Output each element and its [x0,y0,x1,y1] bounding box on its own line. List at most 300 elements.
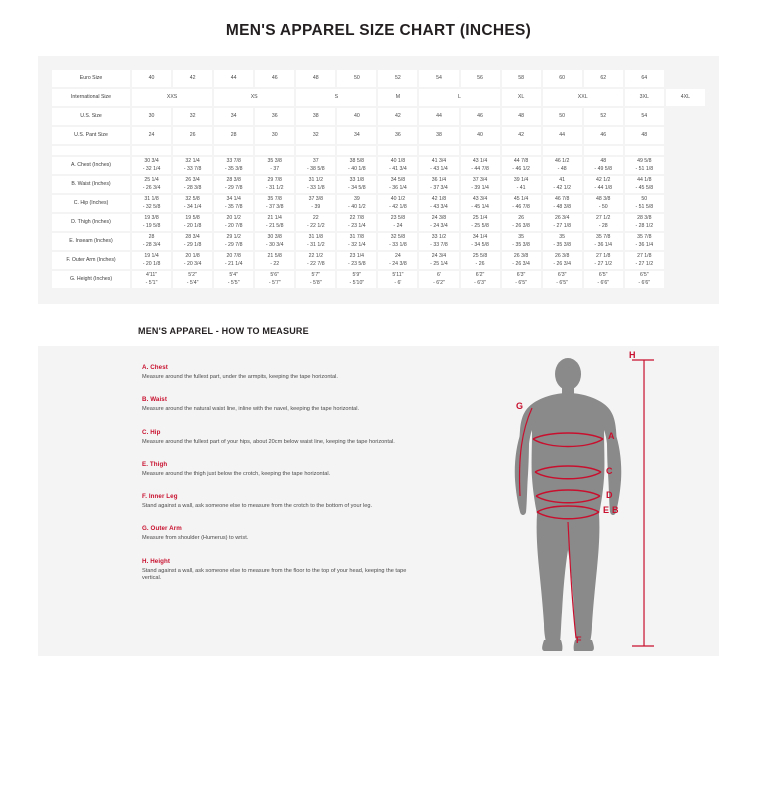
cell-min: 20 1/2 [226,215,241,222]
measure-item-body: Stand against a wall, ask someone else to measure from the crotch to the bottom of your leg. [142,503,373,510]
page-title: MEN'S APPAREL SIZE CHART (INCHES) [225,22,532,39]
cell-min: 35 7/8 [267,196,282,203]
cell-min: 5'9" [352,272,362,279]
cell [378,233,417,250]
cell [173,195,212,212]
cell-max: - 34 5/8 [471,241,489,248]
cell: 36 [255,108,294,125]
cell-max: - 25 5/8 [471,222,489,229]
cell-max: - 36 1/4 [635,241,654,248]
cell-min: 32 5/8 [185,196,200,203]
cell [543,157,582,174]
cell [543,252,582,269]
cell-min: 5'11" [392,272,404,279]
cell-min: 23 5/8 [390,215,406,222]
cell-max: - 43 1/4 [430,165,448,172]
cell: 58 [502,70,541,87]
cell-min: 26 3/8 [554,253,570,260]
cell-min: 35 [559,234,566,241]
measure-item-body: Measure around the fullest part of your hips, about 20cm below waist line, keeping the tape horizontal. [142,438,395,445]
spacer-cell [132,146,171,155]
cell: 34 [214,108,253,125]
cell-max: - 28 1/2 [635,222,654,229]
cell-max: - 31 1/2 [265,184,284,191]
measure-item-body: Measure around the thigh just below the crotch, keeping the tape horizontal. [142,470,331,477]
table-row-international-size [52,89,705,106]
cell-min: 32 1/4 [185,158,200,165]
cell-min: 20 1/8 [185,253,200,260]
cell-min: 5'4" [229,272,238,279]
cell-min: 19 1/4 [144,253,159,260]
cell [173,252,212,269]
cell [502,176,541,193]
cell: 42 [502,127,541,144]
row-label: Euro Size [52,70,130,87]
figure-label-C: C [605,466,613,476]
cell-min: 22 1/2 [308,253,323,260]
cell-max: - 29 7/8 [224,241,243,248]
table-row-hip [52,195,705,212]
cell [584,214,623,231]
cell-max: - 35 3/8 [512,241,530,248]
measure-item-inner-leg [142,493,423,510]
cell [296,214,335,231]
cell: 50 [337,70,376,87]
spacer-cell [173,146,212,155]
measure-item-heading: E. Thigh [142,460,168,468]
cell-max: - 21 5/8 [265,222,284,229]
cell-max: - 26 3/4 [512,260,530,267]
cell-max: - 26 3/4 [142,184,161,191]
cell [132,214,171,231]
spacer-cell [625,146,664,155]
cell-min: 28 [148,234,155,241]
table-row-outer-arm [52,252,705,269]
cell: 38 [296,108,335,125]
cell: 34 [337,127,376,144]
row-label: U.S. Pant Size [52,127,130,144]
spacer-cell [543,146,582,155]
cell-min: 50 [641,196,648,203]
cell-min: 41 3/4 [431,158,447,165]
cell-min: 35 7/8 [637,234,652,241]
cell [461,214,500,231]
cell [214,271,253,288]
figure-label-D: D [605,490,613,500]
cell-max: - 33 7/8 [183,165,202,172]
cell: 38 [419,127,458,144]
cell [296,157,335,174]
cell: XS [214,89,294,106]
cell-min: 39 [353,196,360,203]
figure-label-G: G [515,401,523,411]
measure-item-waist [142,396,423,413]
cell-max: - 29 7/8 [224,184,243,191]
cell [173,271,212,288]
row-label: C. Hip (Inches) [52,195,130,212]
cell-max: - 28 3/8 [183,184,202,191]
cell: XXL [543,89,623,106]
cell-max: - 33 1/8 [389,241,407,248]
table-row-us-size [52,108,705,125]
cell [378,214,417,231]
cell-max: - 49 5/8 [594,165,613,172]
spacer-cell [337,146,376,155]
cell-max: - 41 [516,184,526,191]
size-table-body [52,70,705,288]
cell [543,176,582,193]
cell-max: - 6'6" [638,279,651,286]
table-row-inseam [52,233,705,250]
cell: 40 [461,127,500,144]
cell: 24 [132,127,171,144]
spacer-cell [52,146,130,155]
cell-min: 32 5/8 [390,234,406,241]
figure-label-F: F [575,635,582,645]
cell-max: - 20 3/4 [183,260,202,267]
cell-min: 39 1/4 [513,177,529,184]
cell-max: - 44 1/8 [594,184,613,191]
measure-item-body: Measure around the natural waist line, inline with the navel, keeping the tape horizontal. [142,406,360,413]
cell [419,176,458,193]
cell-max: - 23 5/8 [348,260,366,267]
cell: L [419,89,499,106]
cell-max: - 5'8" [309,279,322,286]
measure-item-heading: C. Hip [142,428,161,436]
cell: 42 [173,70,212,87]
cell-max: - 35 7/8 [224,203,243,210]
cell-max: - 26 [475,260,485,267]
cell [132,271,171,288]
cell [625,157,664,174]
cell-max: - 22 [270,260,280,267]
cell-max: - 6'3" [474,279,486,286]
cell-max: - 45 5/8 [635,184,654,191]
cell-min: 44 7/8 [513,158,529,165]
cell: 60 [543,70,582,87]
cell-min: 48 [600,158,607,165]
cell [132,195,171,212]
cell-min: 20 7/8 [226,253,241,260]
cell [296,176,335,193]
cell [625,233,664,250]
cell-max: - 5'10" [349,279,365,286]
spacer-cell [502,146,541,155]
cell-max: - 6'5" [515,279,527,286]
cell-min: 30 3/8 [267,234,282,241]
cell-max: - 28 [598,222,608,229]
figure-label-A: A [607,431,615,441]
cell: 3XL [625,89,664,106]
cell-max: - 38 5/8 [306,165,325,172]
cell [337,157,376,174]
cell [337,214,376,231]
cell-max: - 5'5" [227,279,240,286]
cell-min: 6'2" [475,272,485,279]
cell [502,252,541,269]
row-label: U.S. Size [52,108,130,125]
cell-max: - 27 1/8 [553,222,571,229]
cell [625,195,664,212]
measure-item-thigh [142,461,423,478]
cell [419,252,458,269]
cell-min: 33 1/8 [349,177,365,184]
cell-max: - 19 5/8 [142,222,161,229]
cell-max: - 33 7/8 [430,241,448,248]
cell-min: 45 1/4 [513,196,529,203]
how-to-measure-heading: MEN'S APPAREL - HOW TO MEASURE [138,326,309,336]
cell [378,252,417,269]
cell: 48 [296,70,335,87]
cell-min: 6' [437,272,441,279]
measure-instructions-list [38,346,433,656]
cell [173,214,212,231]
cell-max: - 42 1/2 [553,184,571,191]
cell [543,271,582,288]
cell [214,233,253,250]
cell-max: - 40 1/2 [348,203,366,210]
cell [625,252,664,269]
table-row-waist [52,176,705,193]
spacer-cell [419,146,458,155]
cell [543,195,582,212]
cell-min: 26 3/8 [513,253,529,260]
cell-max: - 32 1/4 [348,241,366,248]
cell [584,195,623,212]
measure-item-heading: G. Outer Arm [142,525,182,533]
row-label: A. Chest (Inches) [52,157,130,174]
cell-min: 31 1/8 [144,196,159,203]
cell [419,195,458,212]
cell-min: 25 5/8 [472,253,488,260]
measure-item-chest [142,364,423,381]
body-figure-diagram [433,346,719,656]
cell [625,176,664,193]
cell-min: 25 1/4 [472,215,488,222]
cell-max: - 40 1/8 [348,165,366,172]
table-row-chest [52,157,705,174]
cell-max: - 26 3/4 [553,260,571,267]
cell [337,271,376,288]
cell-min: 21 5/8 [267,253,282,260]
cell-max: - 5'4" [186,279,199,286]
cell-min: 30 3/4 [144,158,159,165]
cell [461,195,500,212]
cell [337,233,376,250]
cell-min: 33 7/8 [226,158,241,165]
cell: 26 [173,127,212,144]
table-row-height [52,271,705,288]
cell-max: - 20 1/8 [142,260,161,267]
cell: 30 [132,108,171,125]
figure-label-H: H [628,350,636,360]
cell-min: 35 7/8 [596,234,611,241]
cell: 54 [419,70,458,87]
cell-min: 37 3/4 [472,177,488,184]
cell-min: 28 3/8 [637,215,652,222]
spacer-cell [214,146,253,155]
cell-min: 28 3/4 [185,234,200,241]
spacer-cell [255,146,294,155]
cell-min: 24 3/8 [431,215,447,222]
cell-max: - 24 3/8 [389,260,407,267]
cell-min: 48 3/8 [596,196,611,203]
cell [173,233,212,250]
cell [419,233,458,250]
cell: 40 [337,108,376,125]
cell-max: - 41 3/4 [389,165,407,172]
cell: XXS [132,89,212,106]
cell-max: - 21 1/4 [224,260,243,267]
cell-max: - 43 3/4 [430,203,448,210]
cell-max: - 46 7/8 [512,203,530,210]
cell-max: - 6'6" [597,279,610,286]
cell [337,176,376,193]
cell-max: - 32 5/8 [142,203,161,210]
cell-min: 34 1/4 [226,196,241,203]
spacer-cell [296,146,335,155]
cell [584,271,623,288]
table-row-euro-size [52,70,705,87]
size-table-container [38,56,719,304]
cell-max: - 35 3/8 [224,165,243,172]
cell [502,214,541,231]
cell [584,176,623,193]
cell [132,157,171,174]
row-label: D. Thigh (Inches) [52,214,130,231]
cell [543,233,582,250]
cell-max: - 34 5/8 [348,184,366,191]
cell [255,157,294,174]
measure-figure-panel [433,346,719,656]
cell-min: 26 [518,215,524,222]
cell-min: 42 1/8 [431,196,447,203]
cell-min: 44 1/8 [637,177,652,184]
table-row-thigh [52,214,705,231]
cell: 46 [461,108,500,125]
cell-max: - 35 3/8 [553,241,571,248]
cell-max: - 5'1" [145,279,158,286]
size-table [50,68,707,290]
cell: 56 [461,70,500,87]
cell: 44 [543,127,582,144]
cell: S [296,89,376,106]
spacer-cell [378,146,417,155]
cell-max: - 5'7" [268,279,281,286]
figure-label-E: E [602,505,609,515]
cell: 28 [214,127,253,144]
cell-max: - 36 1/4 [594,241,613,248]
cell [625,214,664,231]
cell-min: 28 3/8 [226,177,241,184]
cell [214,195,253,212]
cell [378,271,417,288]
cell [255,271,294,288]
cell-min: 6'5" [598,272,608,279]
cell-min: 40 1/2 [390,196,406,203]
cell [461,271,500,288]
cell-max: - 42 1/8 [389,203,407,210]
cell-max: - 22 7/8 [306,260,325,267]
cell-min: 46 1/2 [554,158,570,165]
cell-min: 42 1/2 [596,177,611,184]
how-to-measure-container [38,346,719,656]
measure-item-heading: F. Inner Leg [142,493,178,501]
cell-max: - 37 3/4 [430,184,448,191]
measure-item-body: Measure around the fullest part, under the armpits, keeping the tape horizontal. [142,374,338,380]
cell [378,176,417,193]
cell [296,271,335,288]
cell-max: - 31 1/2 [306,241,325,248]
figure-label-B: B [611,505,619,515]
cell-min: 22 7/8 [349,215,365,222]
cell-min: 26 3/4 [185,177,200,184]
cell: 36 [378,127,417,144]
measure-item-hip [142,429,423,446]
cell: 44 [419,108,458,125]
cell-min: 22 [312,215,319,222]
cell [337,252,376,269]
cell-min: 29 7/8 [267,177,282,184]
row-label: F. Outer Arm (Inches) [52,252,130,269]
spacer-cell [584,146,623,155]
cell [419,214,458,231]
row-label: International Size [52,89,130,106]
cell-min: 31 1/2 [308,177,323,184]
cell-min: 41 [559,177,566,184]
cell [461,176,500,193]
cell-min: 34 1/4 [472,234,488,241]
row-label: E. Inseam (Inches) [52,233,130,250]
cell-max: - 34 1/4 [183,203,202,210]
table-spacer-row [52,146,705,155]
cell-max: - 29 1/8 [183,241,202,248]
cell [502,157,541,174]
cell [296,252,335,269]
cell-max: - 22 1/2 [306,222,325,229]
cell: 46 [255,70,294,87]
cell [337,195,376,212]
cell-min: 5'6" [270,272,280,279]
cell [132,176,171,193]
cell [132,233,171,250]
cell-min: 46 7/8 [554,196,570,203]
cell [255,195,294,212]
cell [502,233,541,250]
cell-min: 33 1/2 [431,234,447,241]
cell-max: - 33 1/8 [306,184,325,191]
cell-min: 49 5/8 [637,158,652,165]
cell: 32 [296,127,335,144]
cell [584,233,623,250]
cell: 52 [584,108,623,125]
cell: XL [502,89,541,106]
cell-max: - 32 1/4 [142,165,161,172]
cell-max: - 20 7/8 [224,222,243,229]
cell-min: 31 1/8 [308,234,323,241]
measure-item-heading: H. Height [142,557,171,565]
cell [296,233,335,250]
cell [214,157,253,174]
cell [214,214,253,231]
spacer-cell [461,146,500,155]
cell-min: 5'2" [188,272,197,279]
cell-min: 21 1/4 [267,215,282,222]
cell-max: - 6'5" [556,279,569,286]
cell-min: 24 3/4 [431,253,447,260]
cell: 46 [584,127,623,144]
cell [214,176,253,193]
